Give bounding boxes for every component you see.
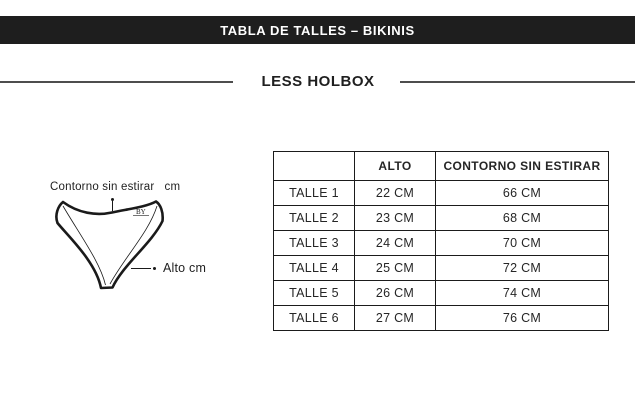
table-row [274, 181, 609, 206]
cell-alto: 27 CM [355, 306, 436, 331]
contorno-leader-line [111, 198, 114, 211]
cell-talle: TALLE 5 [274, 281, 355, 306]
table-row [274, 231, 609, 256]
alto-measure-label: Alto cm [163, 261, 207, 275]
table-row [274, 306, 609, 331]
cell-contorno: 72 CM [436, 256, 609, 281]
cell-alto: 24 CM [355, 231, 436, 256]
alto-leader-line [131, 267, 156, 270]
cell-alto: 26 CM [355, 281, 436, 306]
contorno-measure-label: Contorno sin estirar cm [50, 181, 181, 193]
cell-contorno: 68 CM [436, 206, 609, 231]
cell-contorno: 76 CM [436, 306, 609, 331]
table-row [274, 256, 609, 281]
product-line-title: LESS HOLBOX [261, 73, 375, 90]
header-cell-empty [274, 152, 355, 181]
subtitle-rule-right [400, 81, 635, 83]
subtitle-rule-left [0, 81, 233, 83]
size-table-header [274, 152, 609, 181]
banner-title: TABLA DE TALLES – BIKINIS [220, 22, 415, 38]
cell-talle: TALLE 4 [274, 256, 355, 281]
cell-talle: TALLE 2 [274, 206, 355, 231]
brand-tag-text: BY [136, 208, 146, 216]
cell-talle: TALLE 6 [274, 306, 355, 331]
table-header-row [274, 152, 609, 181]
cell-talle: TALLE 3 [274, 231, 355, 256]
cell-contorno: 74 CM [436, 281, 609, 306]
size-table [273, 151, 609, 331]
cell-contorno: 66 CM [436, 181, 609, 206]
size-chart-banner [0, 16, 635, 44]
table-row [274, 206, 609, 231]
table-row [274, 281, 609, 306]
header-cell-contorno: CONTORNO SIN ESTIRAR [436, 152, 609, 181]
cell-contorno: 70 CM [436, 231, 609, 256]
cell-alto: 25 CM [355, 256, 436, 281]
size-table-body [274, 181, 609, 331]
cell-talle: TALLE 1 [274, 181, 355, 206]
cell-alto: 23 CM [355, 206, 436, 231]
bikini-outline [56, 202, 162, 289]
cell-alto: 22 CM [355, 181, 436, 206]
header-cell-alto: ALTO [355, 152, 436, 181]
